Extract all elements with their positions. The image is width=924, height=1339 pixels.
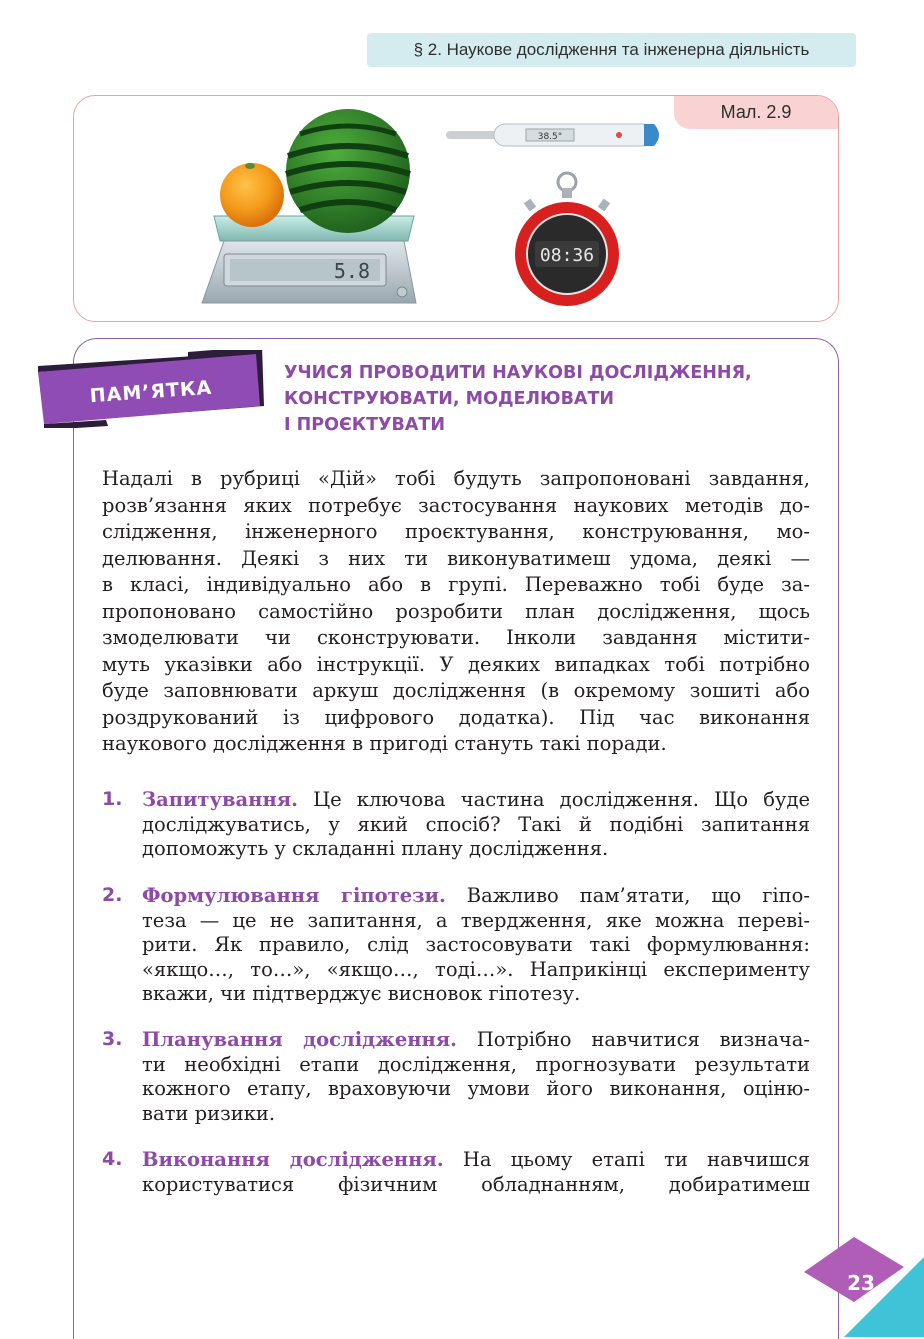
figure-illustration — [74, 96, 838, 321]
paragraph-line: муть указівки або інструкції. У деяких випадках тобі потрібно — [102, 652, 810, 676]
item-line: ти необхідні етапи дослідження, прогнозувати результати — [142, 1052, 810, 1076]
scale-readout: 5.8 — [333, 259, 370, 283]
paragraph-line: роздрукований із цифрового додатка). Під час виконання — [102, 705, 810, 729]
item-line: досліджуватись, у який спосіб? Такі й подібні запитання — [142, 812, 810, 836]
memo-heading — [284, 360, 824, 438]
item-line: теза — це не запитання, а твердження, яке можна переві- — [142, 908, 810, 932]
stopwatch-readout: 08:36 — [539, 245, 595, 266]
figure-panel — [73, 95, 839, 322]
memo-ribbon — [36, 350, 266, 428]
thermometer-icon — [446, 124, 659, 146]
list-number: 2. — [102, 884, 123, 906]
stopwatch-icon — [515, 173, 619, 306]
watermelon-icon — [286, 109, 410, 233]
memo-heading-line: УЧИСЯ ПРОВОДИТИ НАУКОВІ ДОСЛІДЖЕННЯ, — [284, 363, 752, 383]
paragraph-line: буде заповнювати аркуш дослідження (в окремому зошиті або — [102, 679, 810, 702]
intro-paragraph — [102, 466, 810, 758]
memo-heading-line: І ПРОЄКТУВАТИ — [284, 415, 445, 435]
item-line: вкажи, чи підтверджує висновок гіпотезу. — [142, 982, 581, 1005]
memo-heading-line: КОНСТРУЮВАТИ, МОДЕЛЮВАТИ — [284, 389, 615, 409]
item-term: Виконання дослідження. — [142, 1148, 444, 1171]
item-line: рити. Як правило, слід застосовувати такі формулювання: — [142, 933, 810, 956]
paragraph-line: делювання. Деякі з них ти виконуватимеш удома, деякі — — [102, 546, 810, 570]
paragraph-line: розв’язання яких потребує застосування наукових методів до- — [102, 493, 810, 517]
orange-icon — [220, 163, 284, 227]
section-header: § 2. Наукове дослідження та інженерна діяльність — [367, 33, 856, 67]
paragraph-line: слідження, інженерного проєктування, конструювання, мо- — [102, 520, 810, 543]
item-line: допоможуть у складанні плану дослідження. — [142, 837, 609, 860]
item-term: Формулювання гіпотези. — [142, 884, 446, 907]
paragraph-line: пропоновано самостійно розробити план дослідження, щось — [102, 599, 810, 623]
figure-label: Мал. 2.9 — [674, 96, 838, 129]
item-line: користуватися фізичним обладнанням, добиратимеш — [142, 1172, 810, 1196]
item-text: На цьому етапі ти навчишся — [443, 1148, 810, 1171]
memo-tag: ПАМ’ЯТКА — [89, 376, 213, 408]
paragraph-line: змоделювати чи сконструювати. Інколи завдання містити- — [102, 626, 810, 649]
list-number: 3. — [102, 1028, 123, 1050]
thermometer-readout: 38.5° — [537, 132, 563, 142]
list-number: 1. — [102, 788, 123, 810]
item-line: кожного етапу, враховуючи умови його виконання, оціню- — [142, 1077, 810, 1100]
list-number: 4. — [102, 1148, 123, 1170]
item-line: вати ризики. — [142, 1101, 276, 1125]
page-number: 23 — [847, 1271, 875, 1295]
scale-icon — [202, 216, 416, 303]
item-term: Запитування. — [142, 788, 298, 811]
paragraph-line: в класі, індивідуально або в групі. Переважно тобі буде за- — [102, 573, 810, 596]
item-text: Важливо пам’ятати, що гіпо- — [445, 884, 810, 907]
item-text: Це ключова частина дослідження. Що буде — [297, 788, 810, 811]
paragraph-line: Надалі в рубриці «Дій» тобі будуть запропоновані завдання, — [102, 467, 810, 490]
item-term: Планування дослідження. — [142, 1028, 457, 1051]
item-line: «якщо…, то…», «якщо…, тоді…». Наприкінці експерименту — [142, 957, 810, 981]
paragraph-line: наукового дослідження в пригоді стануть такі поради. — [102, 732, 667, 755]
item-text: Потрібно навчитися визнача- — [456, 1028, 810, 1051]
